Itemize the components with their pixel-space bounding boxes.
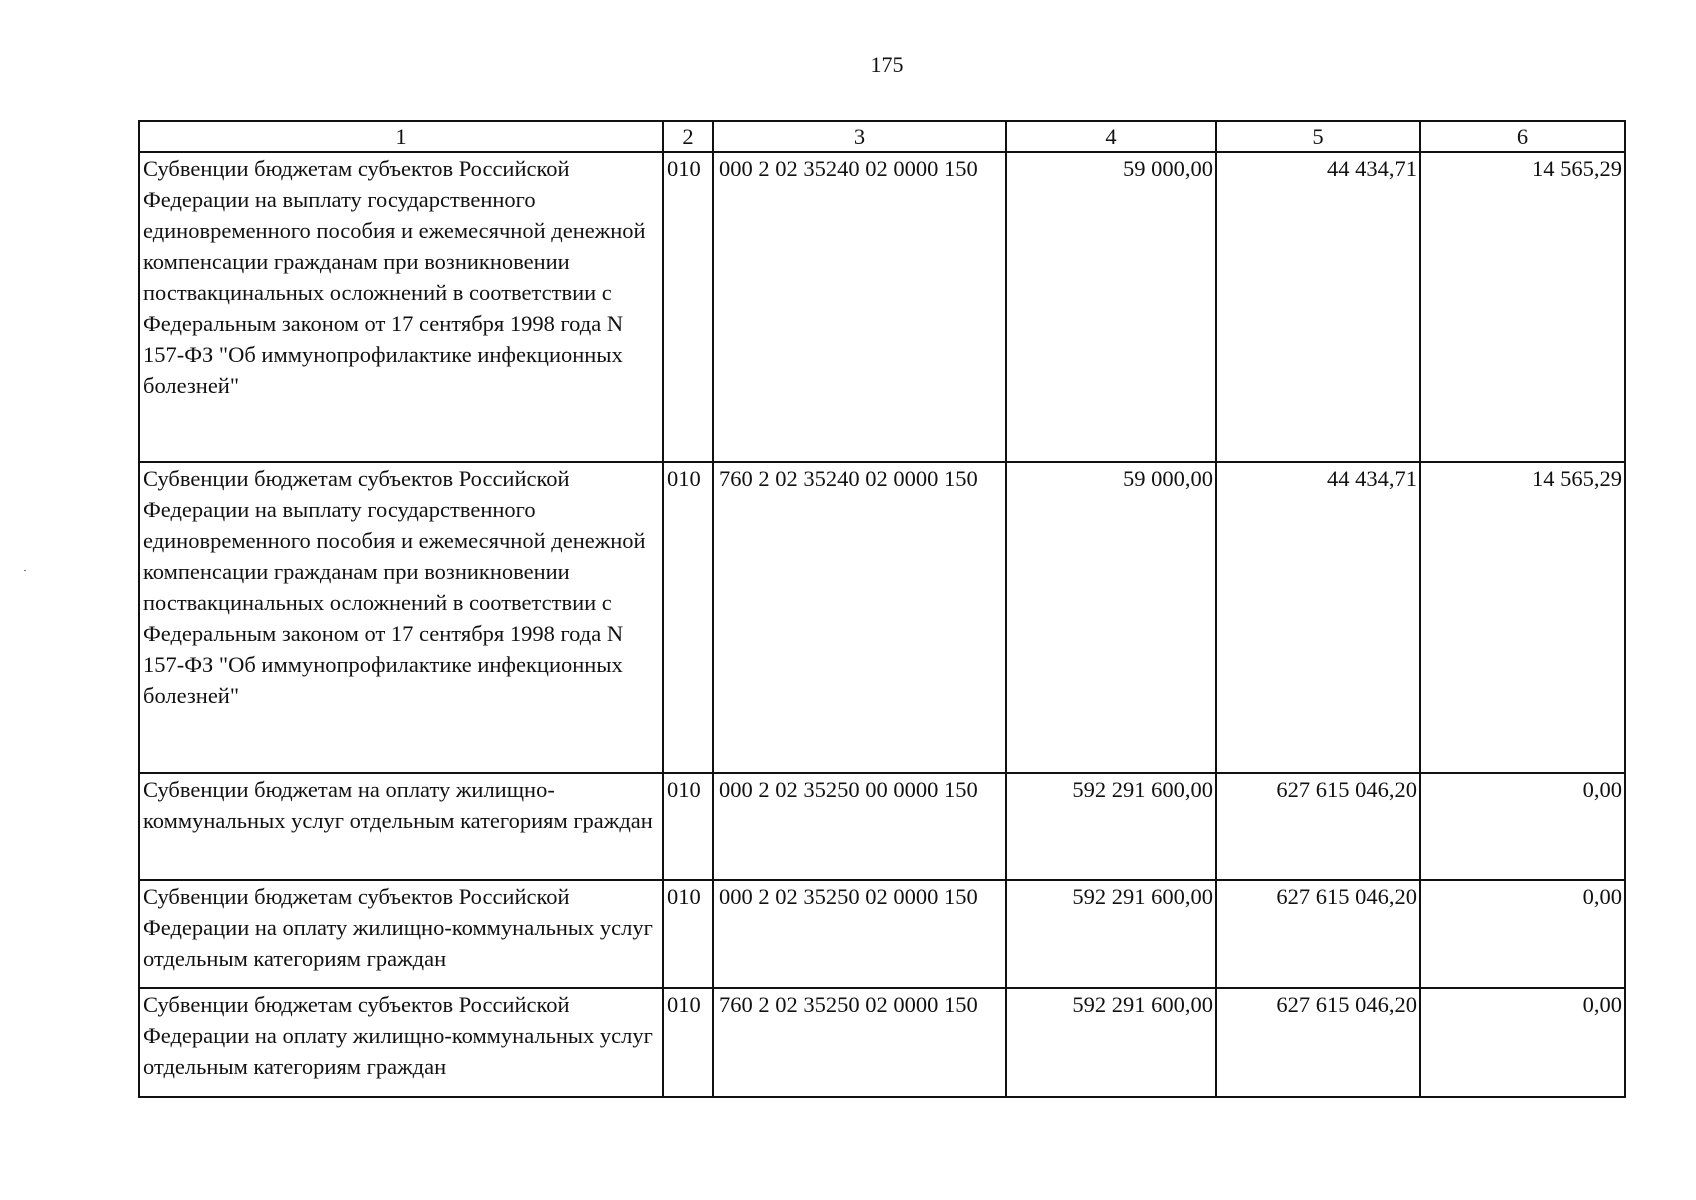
column-header-5: 5 bbox=[1216, 121, 1420, 152]
table-row bbox=[139, 988, 1625, 1097]
row-col4: 592 291 600,00 bbox=[1006, 988, 1216, 1097]
row-col5: 44 434,71 bbox=[1216, 462, 1420, 773]
row-col6: 0,00 bbox=[1420, 988, 1625, 1097]
row-col6: 14 565,29 bbox=[1420, 462, 1625, 773]
column-header-4: 4 bbox=[1006, 121, 1216, 152]
budget-table bbox=[138, 120, 1626, 1098]
row-name: Субвенции бюджетам субъектов Российской Федерации на оплату жилищно-коммунальных услуг отдельным категориям граждан bbox=[139, 880, 663, 988]
row-name: Субвенции бюджетам на оплату жилищно-коммунальных услуг отдельным категориям граждан bbox=[139, 773, 663, 880]
row-col5: 627 615 046,20 bbox=[1216, 880, 1420, 988]
row-col4: 592 291 600,00 bbox=[1006, 880, 1216, 988]
row-admin-code: 010 bbox=[663, 773, 713, 880]
row-col5: 44 434,71 bbox=[1216, 152, 1420, 462]
row-col4: 59 000,00 bbox=[1006, 462, 1216, 773]
row-name: Субвенции бюджетам субъектов Российской Федерации на выплату государственного единовременного пособия и ежемесячной денежной компенсации гражданам при возникновении поствакцинальных осложнений в соответствии с Федеральным законом от 17 сентября 1998 года N 157-ФЗ "Об иммунопрофилактике инфекционных болезней" bbox=[139, 152, 663, 462]
scan-mark bbox=[24, 570, 26, 571]
row-name: Субвенции бюджетам субъектов Российской Федерации на оплату жилищно-коммунальных услуг отдельным категориям граждан bbox=[139, 988, 663, 1097]
column-header-1: 1 bbox=[139, 121, 663, 152]
page-number: 175 bbox=[870, 52, 904, 77]
row-admin-code: 010 bbox=[663, 880, 713, 988]
row-col6: 0,00 bbox=[1420, 773, 1625, 880]
table-header-row bbox=[139, 121, 1625, 152]
row-name: Субвенции бюджетам субъектов Российской Федерации на выплату государственного единовременного пособия и ежемесячной денежной компенсации гражданам при возникновении поствакцинальных осложнений в соответствии с Федеральным законом от 17 сентября 1998 года N 157-ФЗ "Об иммунопрофилактике инфекционных болезней" bbox=[139, 462, 663, 773]
table-row bbox=[139, 462, 1625, 773]
table-row bbox=[139, 880, 1625, 988]
column-header-6: 6 bbox=[1420, 121, 1625, 152]
row-budget-code: 000 2 02 35250 02 0000 150 bbox=[713, 880, 1006, 988]
row-col4: 592 291 600,00 bbox=[1006, 773, 1216, 880]
row-col5: 627 615 046,20 bbox=[1216, 988, 1420, 1097]
row-budget-code: 000 2 02 35240 02 0000 150 bbox=[713, 152, 1006, 462]
column-header-2: 2 bbox=[663, 121, 713, 152]
row-col6: 14 565,29 bbox=[1420, 152, 1625, 462]
table-row bbox=[139, 152, 1625, 462]
row-col6: 0,00 bbox=[1420, 880, 1625, 988]
row-budget-code: 760 2 02 35240 02 0000 150 bbox=[713, 462, 1006, 773]
row-admin-code: 010 bbox=[663, 988, 713, 1097]
row-col4: 59 000,00 bbox=[1006, 152, 1216, 462]
row-admin-code: 010 bbox=[663, 152, 713, 462]
column-header-3: 3 bbox=[713, 121, 1006, 152]
row-budget-code: 760 2 02 35250 02 0000 150 bbox=[713, 988, 1006, 1097]
table-row bbox=[139, 773, 1625, 880]
row-col5: 627 615 046,20 bbox=[1216, 773, 1420, 880]
row-budget-code: 000 2 02 35250 00 0000 150 bbox=[713, 773, 1006, 880]
row-admin-code: 010 bbox=[663, 462, 713, 773]
